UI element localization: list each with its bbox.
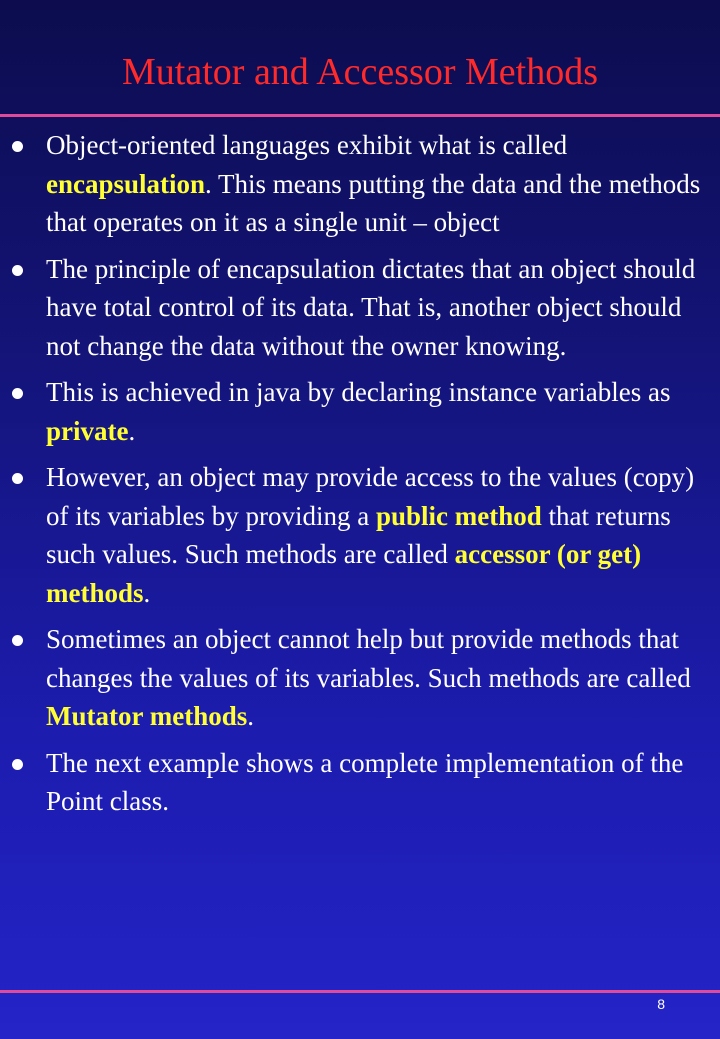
footer-divider xyxy=(0,990,720,993)
bullet-text: . xyxy=(143,577,151,608)
bullet-text: The next example shows a complete implementation of the Point class. xyxy=(46,747,684,816)
bullet-text: . This means putting the data and the methods that operates on it as a single unit – object xyxy=(46,168,701,237)
bullet-text: Object-oriented languages exhibit what is called xyxy=(46,130,568,160)
bullet-text: . xyxy=(247,701,254,731)
bullet-text: Sometimes an object cannot help but provide methods that changes the values of its variables. Such methods are called xyxy=(46,624,691,693)
bullet-dot-icon xyxy=(12,635,23,646)
bullet-item xyxy=(0,126,720,242)
bullet-text: This is achieved in java by declaring instance variables as xyxy=(46,377,671,407)
bullet-text: However, an object may provide access to the values (copy) of its variables by providing a xyxy=(46,462,695,531)
bullet-text: The principle of encapsulation dictates that an object should have total control of its data. That is, another object should not change the data without the owner knowing. xyxy=(46,253,696,361)
highlight-term: private xyxy=(46,415,129,446)
page-number: 8 xyxy=(657,996,665,1012)
bullet-item xyxy=(0,620,720,736)
bullet-text: . xyxy=(128,415,136,446)
highlight-term: encapsulation xyxy=(46,168,206,199)
bullet-dot-icon xyxy=(12,759,23,770)
bullet-text: that returns such values. Such methods are called xyxy=(46,500,671,569)
bullet-item xyxy=(0,250,720,366)
highlight-term: accessor (or get) methods xyxy=(46,539,642,608)
bullet-dot-icon xyxy=(12,473,23,484)
bullet-list xyxy=(0,126,720,829)
title-divider xyxy=(0,114,720,117)
highlight-term: public method xyxy=(375,500,542,531)
bullet-item xyxy=(0,373,720,450)
bullet-dot-icon xyxy=(12,141,23,152)
bullet-item xyxy=(0,744,720,821)
highlight-term: Mutator methods xyxy=(46,701,248,731)
slide-title: Mutator and Accessor Methods xyxy=(122,51,598,93)
bullet-item xyxy=(0,458,720,612)
bullet-dot-icon xyxy=(12,388,23,399)
bullet-dot-icon xyxy=(12,265,23,276)
